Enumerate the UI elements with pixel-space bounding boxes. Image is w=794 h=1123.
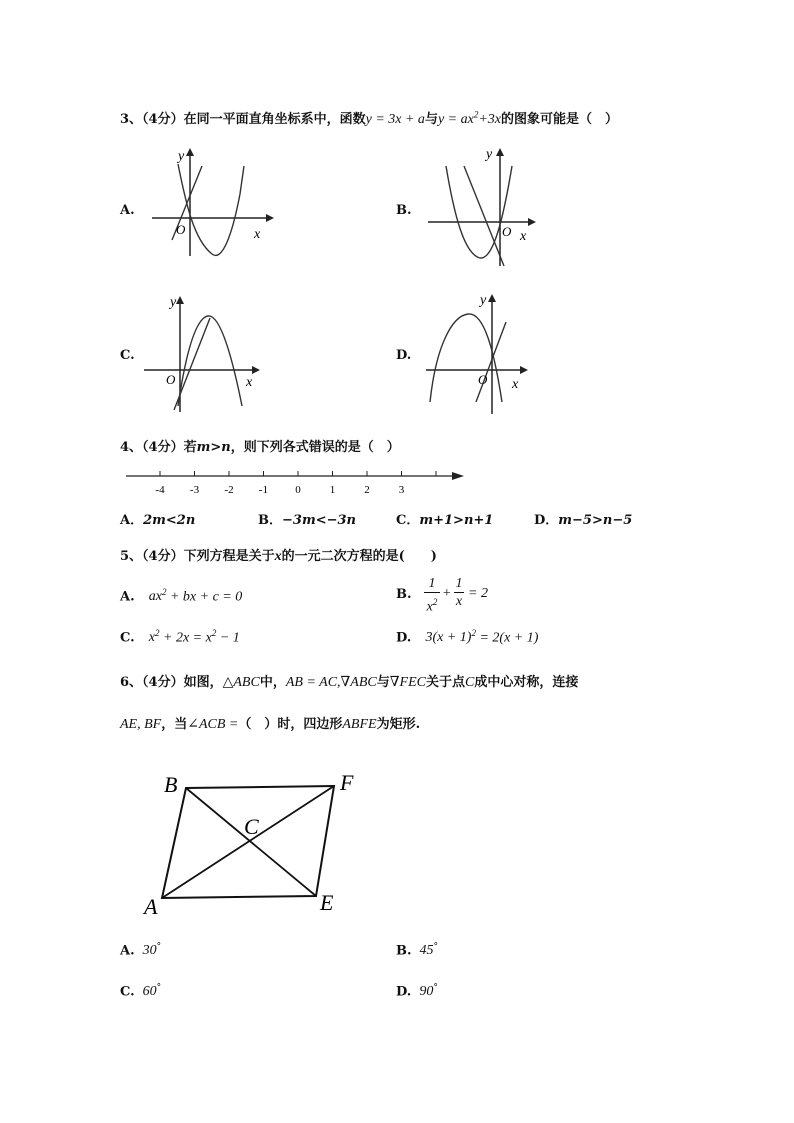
q5-option-d-exp: 2: [471, 628, 476, 638]
q6-stem-line-1: [120, 671, 578, 691]
q4-option-c-label: C．: [396, 513, 420, 528]
q4-number: 4、: [120, 440, 143, 455]
q6-option-c-unit: °: [156, 983, 162, 993]
y-axis-arrow-icon: [186, 148, 194, 156]
q5-option-c-post: − 1: [216, 630, 240, 646]
q3-option-a-label[interactable]: A.: [120, 203, 135, 218]
q4-option-a-label: A．: [120, 513, 144, 528]
q5-option-a[interactable]: [120, 587, 242, 605]
q5-variable: x: [274, 549, 282, 564]
q6-option-a-value: 30: [142, 943, 157, 959]
q6-option-a-unit: °: [156, 942, 162, 952]
q4-condition: m>n: [196, 440, 231, 455]
q6-figure: [140, 768, 370, 920]
q5-option-d-post: = 2(x + 1): [475, 630, 539, 646]
q3-option-d-label[interactable]: D.: [396, 348, 412, 363]
q4-score: （4分）: [142, 440, 184, 455]
q4-text-a: 若: [183, 440, 197, 455]
label-a: A: [144, 894, 158, 919]
q6-option-b-label: B.: [396, 943, 412, 959]
q6-option-b[interactable]: [396, 942, 438, 959]
number-line-label: 2: [364, 484, 370, 496]
q3-text-a: 在同一平面直角坐标系中，函数: [183, 112, 366, 127]
y-axis-arrow-icon: [488, 294, 496, 302]
q3-text-c: 的图象可能是（ ）: [501, 112, 619, 127]
q6-score: （4分）: [142, 675, 184, 690]
label-e: E: [320, 890, 334, 915]
q6-angle: ∠ACB =: [187, 717, 239, 732]
x-label: x: [512, 377, 519, 392]
q3-function-2-post: +3x: [478, 112, 501, 127]
origin-label: O: [478, 372, 488, 387]
q6-option-c-value: 60: [142, 984, 157, 1000]
q5-option-d-pre: 3(x + 1): [425, 630, 472, 646]
segment-af: [162, 786, 334, 898]
q5-option-b-num1: 1: [424, 576, 440, 593]
q6-stem-line-2: [120, 713, 420, 733]
q3-graph-c: [142, 292, 262, 416]
q5-option-b-num2: 1: [455, 576, 463, 591]
q5-option-d[interactable]: [396, 628, 538, 646]
label-b: B: [164, 772, 178, 797]
q6-quadrilateral: ABFE: [342, 717, 377, 732]
origin-label: O: [502, 224, 512, 239]
q5-option-b-den2: x: [455, 594, 463, 609]
origin-label: O: [166, 372, 176, 387]
y-label: y: [480, 293, 487, 308]
q6-option-b-value: 45: [419, 943, 434, 959]
x-axis-arrow-icon: [252, 366, 260, 374]
number-line-label: -4: [155, 484, 165, 496]
q3-function-2: y = ax: [437, 112, 474, 127]
q3-function-1: y = 3x + a: [365, 112, 425, 127]
q6-option-d-value: 90: [419, 984, 434, 1000]
y-label: y: [178, 149, 185, 164]
number-line-label: -2: [224, 484, 234, 496]
q5-stem: [120, 545, 437, 565]
q5-option-c-exp: 2: [155, 628, 160, 638]
q6-equation: AB = AC,∇ABC: [285, 675, 377, 690]
q5-option-b-den1-exp: 2: [432, 597, 438, 607]
q4-option-b-text: −3m<−3n: [282, 513, 356, 528]
parabola-curve: [178, 316, 242, 406]
q6-option-a-label: A.: [120, 943, 135, 959]
q3-graph-d: [422, 290, 532, 416]
q4-number-line: [124, 466, 469, 500]
q5-option-a-pre: ax: [148, 589, 162, 605]
q5-option-c-mid: + 2x = x: [159, 630, 212, 646]
q5-option-b-den1-base: x: [426, 599, 433, 615]
q4-stem: [120, 436, 400, 455]
q5-option-b-den1: [424, 593, 440, 617]
q3-stem: [120, 108, 618, 128]
q6-option-c[interactable]: [120, 983, 161, 1000]
q6-number: 6、: [120, 675, 143, 690]
q3-graph-b: [424, 144, 540, 270]
q5-option-a-post: + bx + c = 0: [166, 589, 243, 605]
x-axis-arrow-icon: [520, 366, 528, 374]
q4-option-a-text: 2m<2n: [143, 513, 196, 528]
y-axis-arrow-icon: [176, 296, 184, 304]
y-label: y: [170, 295, 177, 310]
q6-option-d[interactable]: [396, 983, 438, 1000]
x-label: x: [254, 227, 261, 242]
x-axis-arrow-icon: [528, 218, 536, 226]
q5-option-b-label: B.: [396, 587, 412, 602]
q4-option-d-label: D．: [534, 513, 559, 528]
q6-option-b-unit: °: [433, 942, 439, 952]
q4-option-b[interactable]: [258, 509, 356, 528]
q3-option-b-label[interactable]: B.: [396, 203, 412, 218]
q5-option-d-label: D.: [396, 630, 412, 646]
q6-option-c-label: C.: [120, 984, 135, 1000]
x-axis-arrow-icon: [266, 214, 274, 222]
q5-option-b-plus: +: [442, 586, 452, 601]
x-label: x: [520, 229, 527, 244]
q6-text-e: 成中心对称，连接: [474, 675, 579, 690]
q6-text-a: 如图，: [183, 675, 223, 690]
q5-score: （4分）: [142, 549, 184, 564]
parabola-curve: [446, 166, 512, 258]
number-line-label: 3: [398, 484, 405, 496]
q6-triangle-2: ∇FEC: [389, 675, 426, 690]
number-line-label: -3: [189, 484, 200, 496]
q6-text-g: （ ）时，四边形: [238, 717, 343, 732]
q6-option-d-label: D.: [396, 984, 412, 1000]
number-line-label: -1: [258, 484, 269, 496]
q5-option-a-exp: 2: [161, 587, 167, 597]
segment-be: [186, 788, 316, 896]
q6-text-f: ，当: [161, 717, 188, 732]
q4-text-b: ，则下列各式错误的是（ ）: [230, 440, 400, 455]
q5-option-c-exp2: 2: [211, 628, 217, 638]
label-c: C: [244, 814, 259, 839]
q4-option-c[interactable]: [396, 509, 493, 528]
q3-score: （4分）: [142, 112, 184, 127]
label-f: F: [340, 770, 354, 795]
q4-option-d-text: m−5>n−5: [558, 513, 633, 528]
q3-function-2-exp: 2: [473, 109, 479, 120]
q6-option-a[interactable]: [120, 942, 161, 959]
q5-option-a-label: A.: [120, 589, 135, 605]
q6-text-d: 关于点: [425, 675, 465, 690]
q6-text-b: 中，: [259, 675, 286, 690]
q4-option-b-label: B．: [258, 513, 282, 528]
q4-option-a[interactable]: [120, 509, 195, 528]
y-label: y: [486, 147, 493, 162]
q5-text-a: 下列方程是关于: [183, 549, 275, 564]
number-line-label: 0: [295, 484, 301, 496]
line-graph: [476, 322, 506, 402]
q5-option-c-label: C.: [120, 630, 135, 646]
q5-number: 5、: [120, 549, 143, 564]
q6-segments: AE, BF: [120, 717, 162, 732]
number-line-arrow-icon: [452, 472, 464, 480]
x-label: x: [246, 375, 253, 390]
origin-label: O: [176, 222, 186, 237]
number-line-label: 1: [329, 484, 336, 496]
parabola-curve: [430, 314, 502, 402]
q6-option-d-unit: °: [433, 983, 438, 993]
q5-option-b-post: = 2: [468, 586, 488, 601]
q3-text-b: 与: [424, 112, 438, 127]
q4-option-d[interactable]: [534, 509, 632, 528]
q5-option-c-pre: x: [148, 630, 156, 646]
q6-point: C: [465, 675, 475, 690]
q6-text-h: 为矩形.: [376, 717, 421, 732]
q6-text-c: 与: [376, 675, 390, 690]
parabola-curve: [178, 164, 244, 255]
q5-text-b: 的一元二次方程的是( ): [281, 549, 437, 564]
q3-number: 3、: [120, 112, 143, 127]
q3-option-c-label[interactable]: C.: [120, 348, 135, 363]
q4-option-c-text: m+1>n+1: [419, 513, 494, 528]
q6-triangle-1: △ABC: [222, 675, 260, 690]
q5-option-c[interactable]: [120, 628, 240, 646]
q3-graph-a: [148, 144, 276, 260]
y-axis-arrow-icon: [496, 148, 504, 156]
